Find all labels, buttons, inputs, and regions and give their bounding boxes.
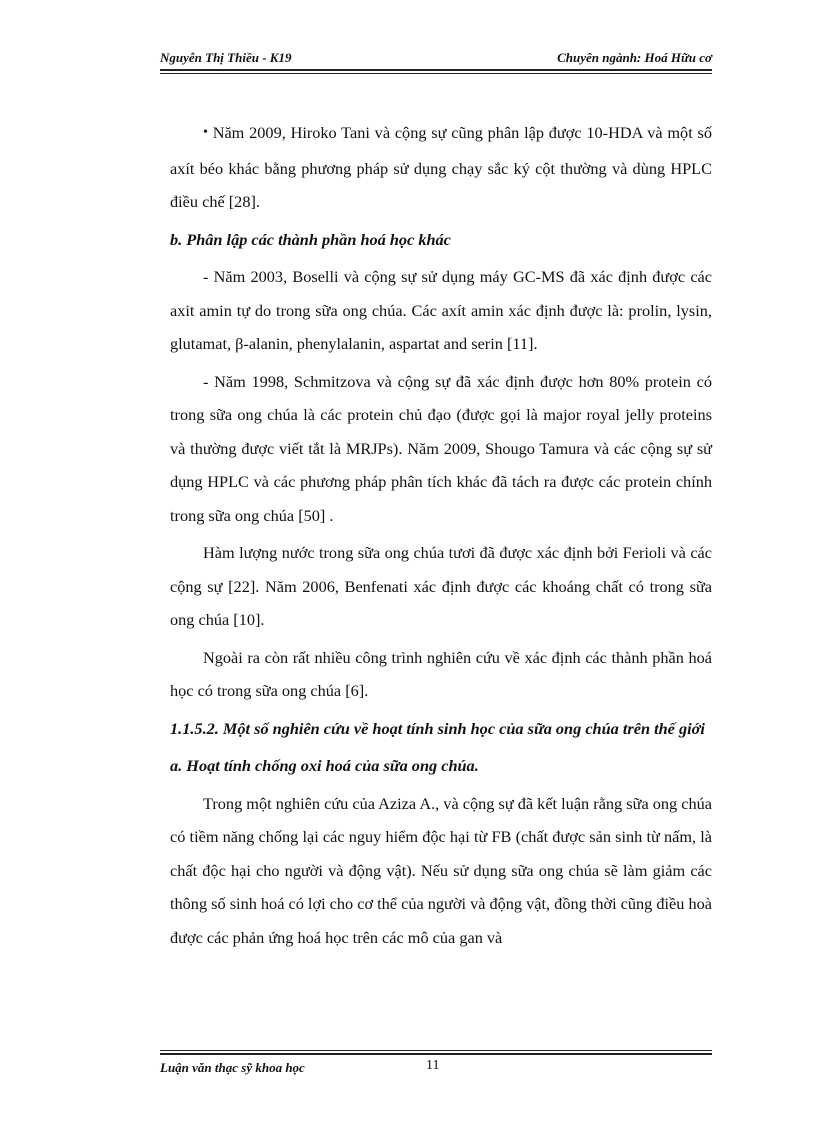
header-rule-thin [160, 73, 712, 74]
paragraph-boselli: - Năm 2003, Boselli và cộng sự sử dụng máy GC-MS đã xác định được các axit amin tự do trong sữa ong chúa. Các axít amin xác định được là: prolin, lysin, glutamat, β-alanin, phenylalanin, aspartat and serin [11]. [170, 267, 712, 353]
heading-section-1152: 1.1.5.2. Một số nghiên cứu về hoạt tính sinh học của sữa ong chúa trên thế giới [170, 718, 705, 738]
page-body [170, 116, 712, 954]
footer-thesis-label: Luận văn thạc sỹ khoa học [160, 1060, 305, 1075]
heading-section-a: a. Hoạt tính chống oxi hoá của sữa ong chúa. [170, 756, 479, 775]
heading-section-b: b. Phân lập các thành phần hoá học khác [170, 229, 451, 249]
header-author: Nguyễn Thị Thiều - K19 [160, 50, 292, 65]
paragraph-schmitzova: - Năm 1998, Schmitzova và cộng sự đã xác định được hơn 80% protein có trong sữa ong chúa là các protein chủ đạo (được gọi là major royal jelly proteins và thường được viết tắt là MRJPs). Năm 2009, Shougo Tamura và các cộng sự sử dụng HPLC và các phương pháp phân tích khác đã tách ra được các protein chính trong sữa ong chúa [50] . [170, 371, 712, 525]
footer-rule-thin [160, 1050, 712, 1051]
page-number: 11 [426, 1058, 440, 1073]
paragraph-text: Năm 2009, Hiroko Tani và cộng sự cũng phân lập được 10-HDA và một số axít béo khác bằng phương pháp sử dụng chạy sắc ký cột thường và dùng HPLC điều chế [28]. [170, 123, 712, 211]
paragraph-ferioli: Hàm lượng nước trong sữa ong chúa tươi đã được xác định bởi Ferioli và các cộng sự [22]. Năm 2006, Benfenati xác định được các khoáng chất có trong sữa ong chúa [10]. [170, 543, 712, 629]
paragraph-other-studies: Ngoài ra còn rất nhiều công trình nghiên cứu về xác định các thành phần hoá học có trong sữa ong chúa [6]. [170, 647, 712, 700]
footer-rule-thick [160, 1053, 712, 1055]
header-rule-thick [160, 69, 712, 71]
header-major: Chuyên ngành: Hoá Hữu cơ [557, 50, 712, 65]
page-header [160, 50, 712, 70]
paragraph-hiroko-tani [170, 116, 712, 219]
bullet-icon: • [203, 125, 208, 140]
paragraph-aziza: Trong một nghiên cứu của Aziza A., và cộng sự đã kết luận rằng sữa ong chúa có tiềm năng chống lại các nguy hiểm độc hại từ FB (chất được sản sinh từ nấm, là chất độc hại cho người và động vật). Nếu sử dụng sữa ong chúa sẽ làm giảm các thông số sinh hoá có lợi cho cơ thể của người và động vật, đồng thời cũng điều hoà được các phản ứng hoá học trên các mô của gan và [170, 793, 713, 947]
